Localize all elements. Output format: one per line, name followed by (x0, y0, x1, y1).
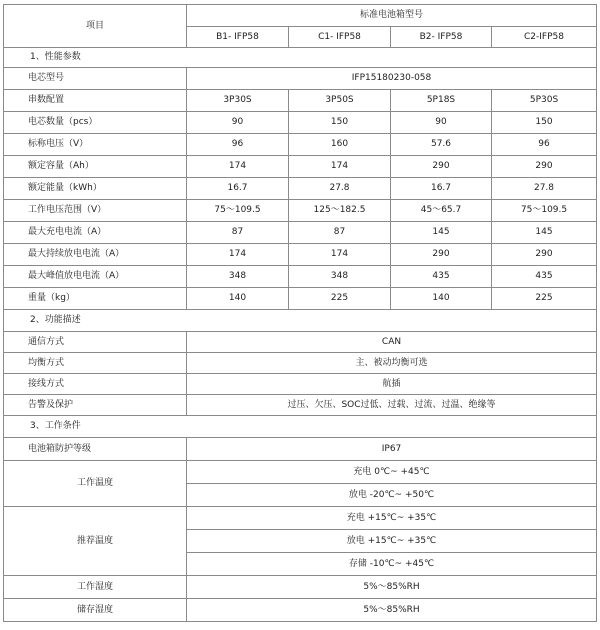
cell-value: 5P30S (492, 90, 597, 112)
model-header: C1- IFP58 (289, 27, 391, 48)
table-row (4, 90, 597, 112)
row-value: 过压、欠压、SOC过低、过载、过流、过温、绝缘等 (187, 395, 597, 416)
table-row (4, 395, 597, 416)
section-title-conditions: 3、工作条件 (4, 416, 597, 438)
cell-value: 160 (289, 134, 391, 156)
cell-value: 45～65.7 (391, 200, 492, 222)
cell-value: 140 (187, 288, 289, 310)
cell-value: 145 (391, 222, 492, 244)
row-label: 告警及保护 (4, 395, 187, 416)
table-row (4, 576, 597, 599)
table-row (4, 156, 597, 178)
table-row (4, 178, 597, 200)
section-row (4, 416, 597, 438)
cell-value: 140 (391, 288, 492, 310)
row-value: IP67 (187, 438, 597, 461)
table-row (4, 507, 597, 530)
row-label: 最大峰值放电电流（A） (4, 266, 187, 288)
row-label: 额定能量（kWh） (4, 178, 187, 200)
cell-value: 75～109.5 (187, 200, 289, 222)
row-value: 充电 +15℃~ +35℃ (187, 507, 597, 530)
cell-value: 435 (492, 266, 597, 288)
row-value: 主、被动均衡可选 (187, 353, 597, 374)
cell-value: 96 (492, 134, 597, 156)
row-value: CAN (187, 332, 597, 353)
item-header: 项目 (4, 5, 187, 48)
row-label: 最大持续放电电流（A） (4, 244, 187, 266)
table-row (4, 288, 597, 310)
model-group-header: 标准电池箱型号 (187, 5, 597, 27)
cell-value: 174 (187, 244, 289, 266)
row-label: 最大充电电流（A） (4, 222, 187, 244)
row-value: 放电 -20℃~ +50℃ (187, 484, 597, 507)
row-label: 接线方式 (4, 374, 187, 395)
cell-value: 27.8 (289, 178, 391, 200)
row-label: 串数配置 (4, 90, 187, 112)
table-row (4, 332, 597, 353)
table-row (4, 244, 597, 266)
row-value: 充电 0℃~ +45℃ (187, 461, 597, 484)
row-value: IFP15180230-058 (187, 68, 597, 90)
row-value: 5%～85%RH (187, 599, 597, 622)
model-header: B1- IFP58 (187, 27, 289, 48)
cell-value: 90 (187, 112, 289, 134)
table-row (4, 599, 597, 622)
table-row (4, 461, 597, 484)
row-label: 工作湿度 (4, 576, 187, 599)
row-label: 推荐温度 (4, 507, 187, 576)
cell-value: 87 (289, 222, 391, 244)
header-row (4, 5, 597, 27)
cell-value: 290 (391, 244, 492, 266)
row-value: 航插 (187, 374, 597, 395)
cell-value: 150 (492, 112, 597, 134)
cell-value: 174 (187, 156, 289, 178)
cell-value: 348 (187, 266, 289, 288)
cell-value: 174 (289, 156, 391, 178)
cell-value: 3P30S (187, 90, 289, 112)
row-label: 工作电压范围（V） (4, 200, 187, 222)
cell-value: 290 (492, 156, 597, 178)
row-label: 电芯数量（pcs） (4, 112, 187, 134)
row-value: 5%～85%RH (187, 576, 597, 599)
cell-value: 75～109.5 (492, 200, 597, 222)
model-header: B2- IFP58 (391, 27, 492, 48)
cell-value: 16.7 (391, 178, 492, 200)
table-row (4, 68, 597, 90)
table-row (4, 266, 597, 288)
cell-value: 145 (492, 222, 597, 244)
table-row (4, 222, 597, 244)
row-label: 工作温度 (4, 461, 187, 507)
cell-value: 174 (289, 244, 391, 266)
cell-value: 290 (391, 156, 492, 178)
cell-value: 90 (391, 112, 492, 134)
cell-value: 435 (391, 266, 492, 288)
cell-value: 290 (492, 244, 597, 266)
spec-table (3, 4, 597, 622)
cell-value: 96 (187, 134, 289, 156)
row-label: 通信方式 (4, 332, 187, 353)
cell-value: 27.8 (492, 178, 597, 200)
cell-value: 16.7 (187, 178, 289, 200)
cell-value: 87 (187, 222, 289, 244)
table-row (4, 112, 597, 134)
row-label: 电池箱防护等级 (4, 438, 187, 461)
row-value: 放电 +15℃~ +35℃ (187, 530, 597, 553)
row-value: 存储 -10℃~ +45℃ (187, 553, 597, 576)
cell-value: 3P50S (289, 90, 391, 112)
table-row (4, 353, 597, 374)
section-row (4, 48, 597, 68)
cell-value: 225 (492, 288, 597, 310)
section-row (4, 310, 597, 332)
row-label: 标称电压（V） (4, 134, 187, 156)
table-row (4, 438, 597, 461)
table-row (4, 134, 597, 156)
cell-value: 57.6 (391, 134, 492, 156)
table-row (4, 200, 597, 222)
cell-value: 125～182.5 (289, 200, 391, 222)
row-label: 电芯型号 (4, 68, 187, 90)
table-row (4, 374, 597, 395)
row-label: 额定容量（Ah） (4, 156, 187, 178)
model-header: C2-IFP58 (492, 27, 597, 48)
section-title-function: 2、功能描述 (4, 310, 597, 332)
row-label: 重量（kg） (4, 288, 187, 310)
cell-value: 225 (289, 288, 391, 310)
cell-value: 348 (289, 266, 391, 288)
cell-value: 5P18S (391, 90, 492, 112)
section-title-performance: 1、性能参数 (4, 48, 597, 68)
row-label: 均衡方式 (4, 353, 187, 374)
row-label: 储存湿度 (4, 599, 187, 622)
cell-value: 150 (289, 112, 391, 134)
